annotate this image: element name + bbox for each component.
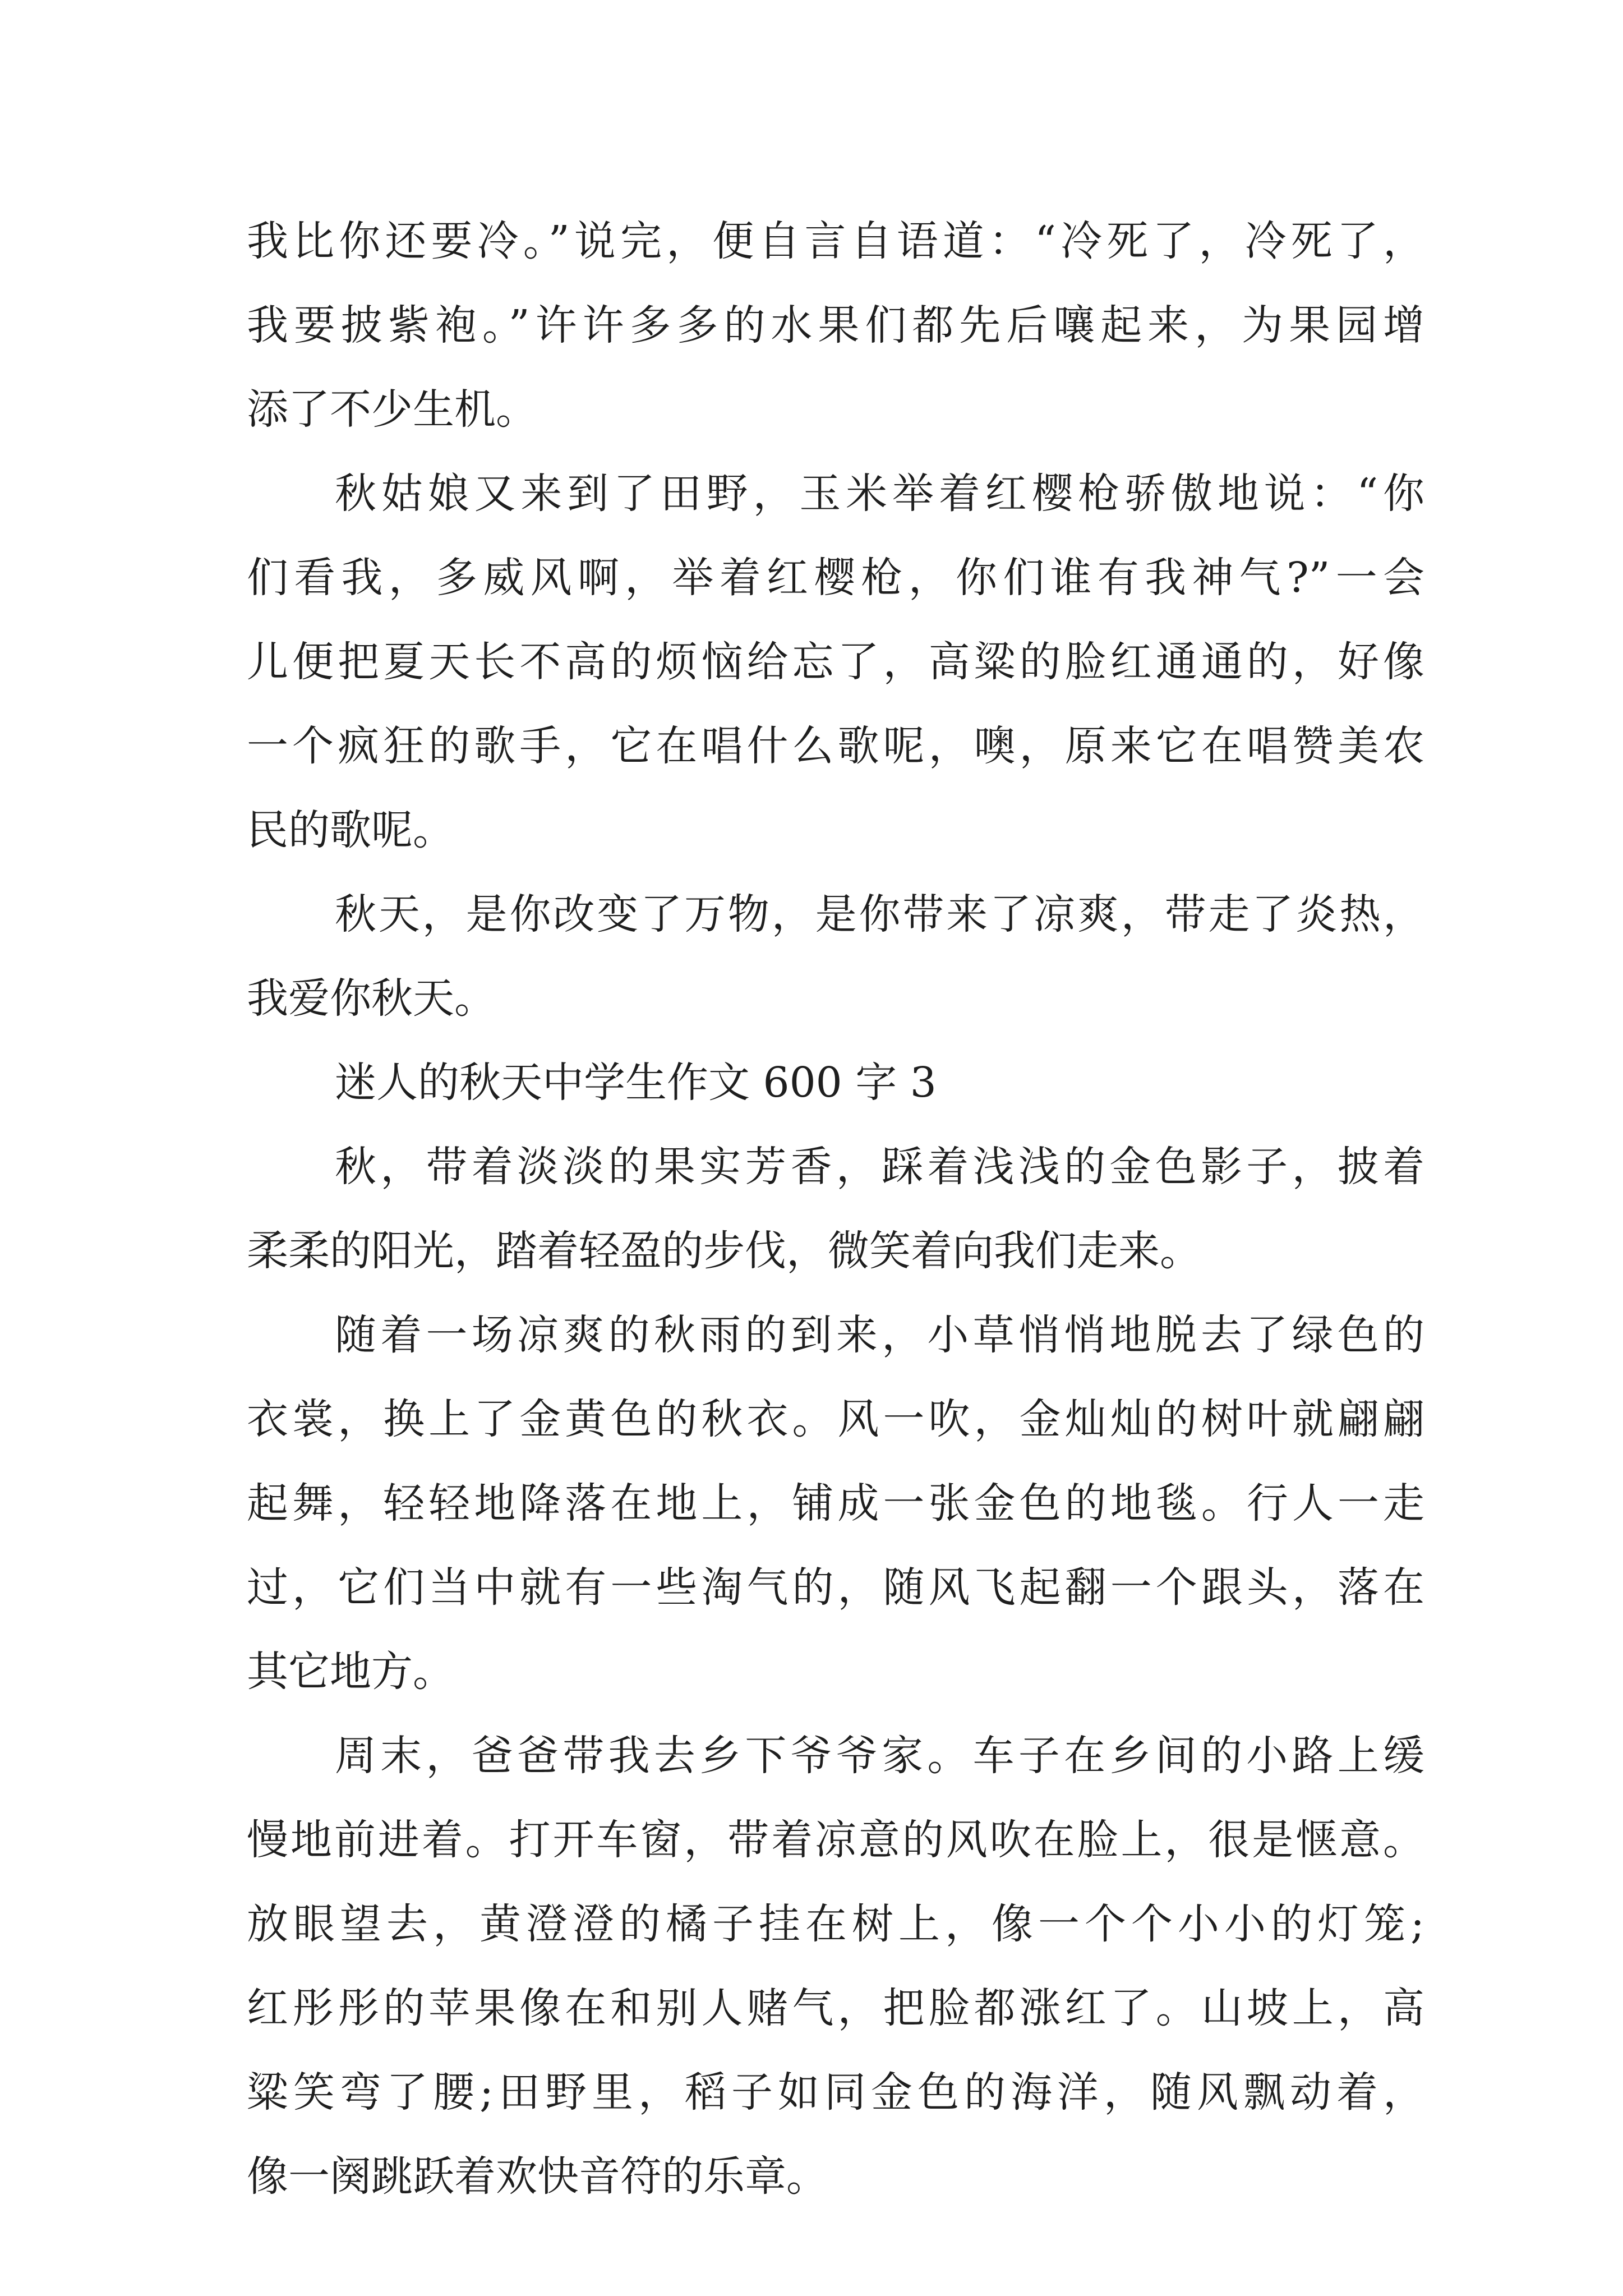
- text-line: 放眼望去，黄澄澄的橘子挂在树上，像一个个小小的灯笼;: [247, 1900, 1424, 1948]
- paragraph: [247, 452, 1424, 872]
- document-body: [247, 199, 1424, 2219]
- text-line: 们看我，多威风啊，举着红樱枪，你们谁有我神气?”一会: [247, 554, 1424, 602]
- text-line: 秋天，是你改变了万物，是你带来了凉爽，带走了炎热，: [335, 890, 1424, 938]
- heading-text: 迷人的秋天中学生作文 600 字 3: [335, 1059, 937, 1107]
- text-line: 我要披紫袍。”许许多多的水果们都先后嚷起来，为果园增: [247, 301, 1424, 349]
- text-line: 红彤彤的苹果像在和别人赌气，把脸都涨红了。山坡上，高: [247, 1984, 1424, 2032]
- text-line: 随着一场凉爽的秋雨的到来，小草悄悄地脱去了绿色的: [335, 1311, 1424, 1359]
- text-line: 衣裳，换上了金黄色的秋衣。风一吹，金灿灿的树叶就翩翩: [247, 1395, 1424, 1443]
- paragraph: [247, 1125, 1424, 1293]
- text-line: 儿便把夏天长不高的烦恼给忘了，高粱的脸红通通的，好像: [247, 638, 1424, 686]
- text-line: 粱笑弯了腰;田野里，稻子如同金色的海洋，随风飘动着，: [247, 2068, 1424, 2116]
- text-line: 秋，带着淡淡的果实芳香，踩着浅浅的金色影子，披着: [335, 1143, 1424, 1191]
- text-line: 其它地方。: [247, 1648, 454, 1696]
- text-line: 我比你还要冷。”说完，便自言自语道：“冷死了，冷死了，: [247, 217, 1424, 265]
- paragraph-continuation: [247, 199, 1424, 452]
- text-line: 添了不少生机。: [247, 385, 537, 434]
- section-heading: [247, 1041, 1424, 1125]
- paragraph: [247, 1293, 1424, 1714]
- text-line: 像一阕跳跃着欢快音符的乐章。: [247, 2152, 828, 2201]
- text-line: 柔柔的阳光，踏着轻盈的步伐，微笑着向我们走来。: [247, 1227, 1201, 1275]
- paragraph: [247, 872, 1424, 1041]
- text-line: 我爱你秋天。: [247, 974, 496, 1023]
- text-line: 民的歌呢。: [247, 806, 454, 854]
- text-line: 一个疯狂的歌手，它在唱什么歌呢，噢，原来它在唱赞美农: [247, 722, 1424, 770]
- text-line: 起舞，轻轻地降落在地上，铺成一张金色的地毯。行人一走: [247, 1479, 1424, 1527]
- text-line: 过，它们当中就有一些淘气的，随风飞起翻一个跟头，落在: [247, 1563, 1424, 1612]
- text-line: 秋姑娘又来到了田野，玉米举着红樱枪骄傲地说：“你: [335, 470, 1424, 518]
- paragraph: [247, 1714, 1424, 2219]
- text-line: 慢地前进着。打开车窗，带着凉意的风吹在脸上，很是惬意。: [247, 1816, 1424, 1864]
- text-line: 周末，爸爸带我去乡下爷爷家。车子在乡间的小路上缓: [335, 1732, 1424, 1780]
